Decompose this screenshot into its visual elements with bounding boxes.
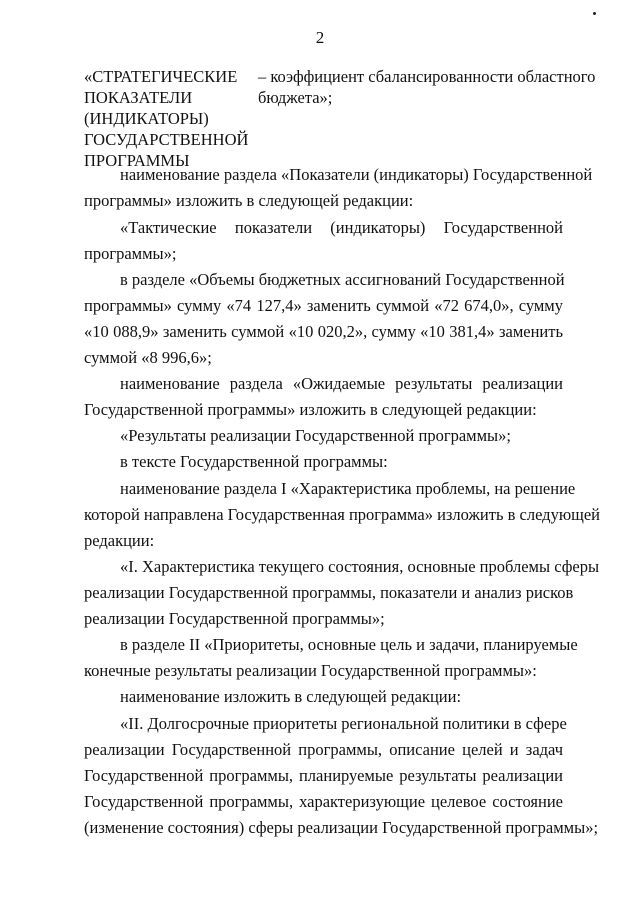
body-line: [0, 448, 640, 475]
body-line: [0, 631, 640, 658]
body-line: [0, 344, 640, 371]
body-line-text: Государственной программы, планируемые результаты реализации: [84, 766, 563, 785]
body-line-text: редакции:: [84, 531, 155, 550]
body-line-text: «II. Долгосрочные приоритеты региональной политики в сфере: [120, 714, 567, 733]
body-line-text: наименование раздела I «Характеристика проблемы, на решение: [120, 479, 576, 498]
body-line-text: Государственной программы» изложить в следующей редакции:: [84, 400, 537, 419]
body-line-text: программы» изложить в следующей редакции:: [84, 191, 414, 210]
body-line-text: программы»;: [84, 244, 177, 263]
passport-row-value: бюджета»;: [258, 88, 333, 107]
body-line-text: суммой «8 996,6»;: [84, 348, 212, 367]
body-line-text: конечные результаты реализации Государственной программы»:: [84, 661, 537, 680]
body-line: [0, 762, 640, 789]
body-line-text: (изменение состояния) сферы реализации Государственной программы»;: [84, 818, 599, 837]
body-line-text: в разделе II «Приоритеты, основные цель и задачи, планируемые: [120, 635, 578, 654]
body-line: [0, 657, 640, 684]
body-line: [0, 605, 640, 632]
body-line-text: которой направлена Государственная программа» изложить в следующей: [84, 505, 601, 524]
body-line-text: реализации Государственной программы, показатели и анализ рисков: [84, 583, 574, 602]
body-line: [0, 710, 640, 737]
body-line-text: программы» сумму «74 127,4» заменить суммой «72 674,0», сумму: [84, 296, 563, 315]
body-line-text: «10 088,9» заменить суммой «10 020,2», сумму «10 381,4» заменить: [84, 322, 563, 341]
passport-row-label: (ИНДИКАТОРЫ): [84, 109, 209, 128]
body-line-text: наименование изложить в следующей редакции:: [120, 687, 462, 706]
scan-mark: [593, 12, 596, 15]
body-line: [0, 814, 640, 841]
body-line-text: в разделе «Объемы бюджетных ассигнований Государственной: [120, 270, 565, 289]
body-line: [0, 187, 640, 214]
body-line: [0, 788, 640, 815]
body-line: [0, 396, 640, 423]
body-line: [0, 422, 640, 449]
body-line-text: наименование раздела «Ожидаемые результаты реализации: [120, 374, 563, 393]
body-line-text: в тексте Государственной программы:: [120, 452, 388, 471]
body-line: [0, 161, 640, 188]
body-line: [0, 683, 640, 710]
passport-row-label: ПОКАЗАТЕЛИ: [84, 88, 193, 107]
body-line: [0, 553, 640, 580]
body-line: [0, 240, 640, 267]
body-line: [0, 292, 640, 319]
passport-row-label: ПРОГРАММЫ: [84, 151, 190, 170]
body-line-text: наименование раздела «Показатели (индикаторы) Государственной: [120, 165, 593, 184]
body-line: [0, 579, 640, 606]
body-line-text: реализации Государственной программы»;: [84, 609, 385, 628]
body-line: [0, 475, 640, 502]
body-line: [0, 370, 640, 397]
body-line-text: «Тактические показатели (индикаторы) Государственной: [120, 218, 563, 237]
page-number: 2: [315, 28, 325, 47]
body-line: [0, 736, 640, 763]
body-line: [0, 214, 640, 241]
body-line-text: «I. Характеристика текущего состояния, основные проблемы сферы: [120, 557, 600, 576]
body-line-text: Государственной программы, характеризующие целевое состояние: [84, 792, 563, 811]
body-line-text: реализации Государственной программы, описание целей и задач: [84, 740, 563, 759]
body-line: [0, 527, 640, 554]
passport-row-label: «СТРАТЕГИЧЕСКИЕ: [84, 67, 238, 86]
body-line-text: «Результаты реализации Государственной программы»;: [120, 426, 511, 445]
body-line: [0, 501, 640, 528]
body-line: [0, 318, 640, 345]
passport-row-label: ГОСУДАРСТВЕННОЙ: [84, 130, 249, 149]
passport-row-value: – коэффициент сбалансированности областного: [258, 67, 596, 86]
body-line: [0, 266, 640, 293]
